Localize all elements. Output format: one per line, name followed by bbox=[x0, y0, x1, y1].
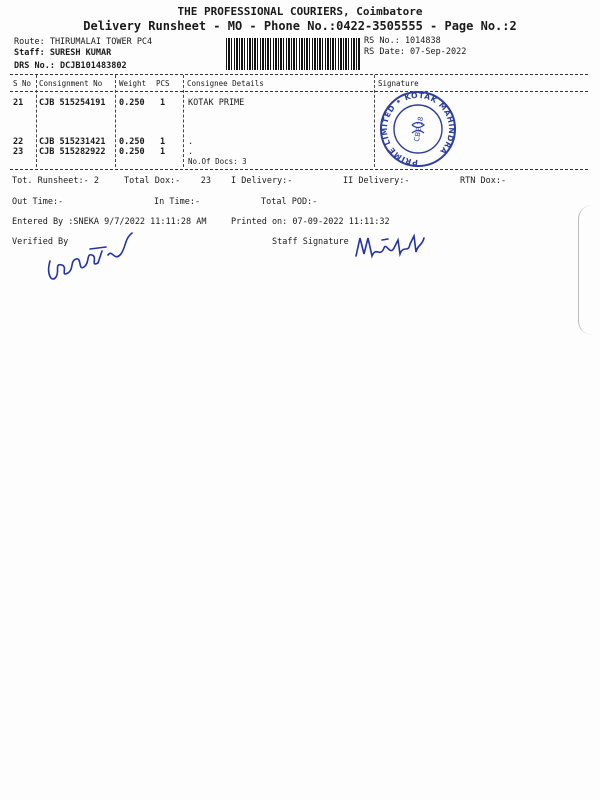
total-pod: Total POD:- bbox=[261, 197, 318, 207]
stamp-center-text: CBE 18 bbox=[412, 116, 426, 143]
row-weight: 0.250 bbox=[119, 137, 145, 147]
col-header-signature: Signature bbox=[378, 79, 419, 88]
company-stamp bbox=[372, 88, 464, 170]
paper-fold bbox=[578, 205, 600, 335]
row-consignment: CJB 515231421 bbox=[39, 137, 106, 147]
rtn-dox: RTN Dox:- bbox=[460, 176, 507, 186]
stamp-outer-text: PRIME LIMITED • KOTAK MAHINDRA bbox=[379, 90, 457, 168]
verified-by-label: Verified By bbox=[12, 237, 69, 247]
drs-number: DRS No.: DCJB101483802 bbox=[14, 61, 127, 71]
col-header-weight: Weight bbox=[119, 79, 147, 88]
row-weight: 0.250 bbox=[119, 98, 145, 108]
row-consignee: . bbox=[188, 137, 194, 147]
out-time: Out Time:- bbox=[12, 197, 64, 207]
no-of-docs: No.Of Docs: 3 bbox=[188, 157, 247, 166]
rs-date: RS Date: 07-Sep-2022 bbox=[364, 47, 467, 57]
col-header-consignment: Consignment No bbox=[39, 79, 103, 88]
row-sno: 21 bbox=[13, 98, 24, 108]
barcode bbox=[226, 38, 360, 70]
company-name: THE PROFESSIONAL COURIERS, Coimbatore bbox=[177, 5, 423, 18]
rs-number: RS No.: 1014838 bbox=[364, 36, 441, 46]
staff-signature bbox=[352, 230, 430, 264]
entered-by: Entered By :SNEKA 9/7/2022 11:11:28 AM bbox=[12, 217, 207, 227]
row-pcs: 1 bbox=[160, 98, 166, 108]
row-pcs: 1 bbox=[160, 147, 166, 157]
staff-signature-label: Staff Signature bbox=[272, 237, 349, 247]
tot-runsheet: Tot. Runsheet:- 2 bbox=[12, 176, 99, 186]
ii-delivery: II Delivery:- bbox=[343, 176, 410, 186]
col-header-consignee: Consignee Details bbox=[187, 79, 264, 88]
runsheet-title: Delivery Runsheet - MO - Phone No.:0422-3505555 - Page No.:2 bbox=[83, 19, 517, 33]
printed-on: Printed on: 07-09-2022 11:11:32 bbox=[231, 217, 390, 227]
i-delivery: I Delivery:- bbox=[231, 176, 293, 186]
row-consignee: KOTAK PRIME bbox=[188, 98, 245, 108]
col-header-pcs: PCS bbox=[156, 79, 170, 88]
row-sno: 23 bbox=[13, 147, 24, 157]
row-consignee: . bbox=[188, 147, 194, 157]
staff-name: Staff: SURESH KUMAR bbox=[14, 48, 112, 58]
verifier-signature bbox=[40, 225, 135, 287]
col-header-sno: S No bbox=[13, 79, 32, 88]
row-consignment: CJB 515282922 bbox=[39, 147, 106, 157]
total-dox: Total Dox:- 23 bbox=[124, 176, 211, 186]
route: Route: THIRUMALAI TOWER PC4 bbox=[14, 37, 153, 47]
row-weight: 0.250 bbox=[119, 147, 145, 157]
row-consignment: CJB 515254191 bbox=[39, 98, 106, 108]
row-sno: 22 bbox=[13, 137, 24, 147]
in-time: In Time:- bbox=[154, 197, 201, 207]
row-pcs: 1 bbox=[160, 137, 166, 147]
